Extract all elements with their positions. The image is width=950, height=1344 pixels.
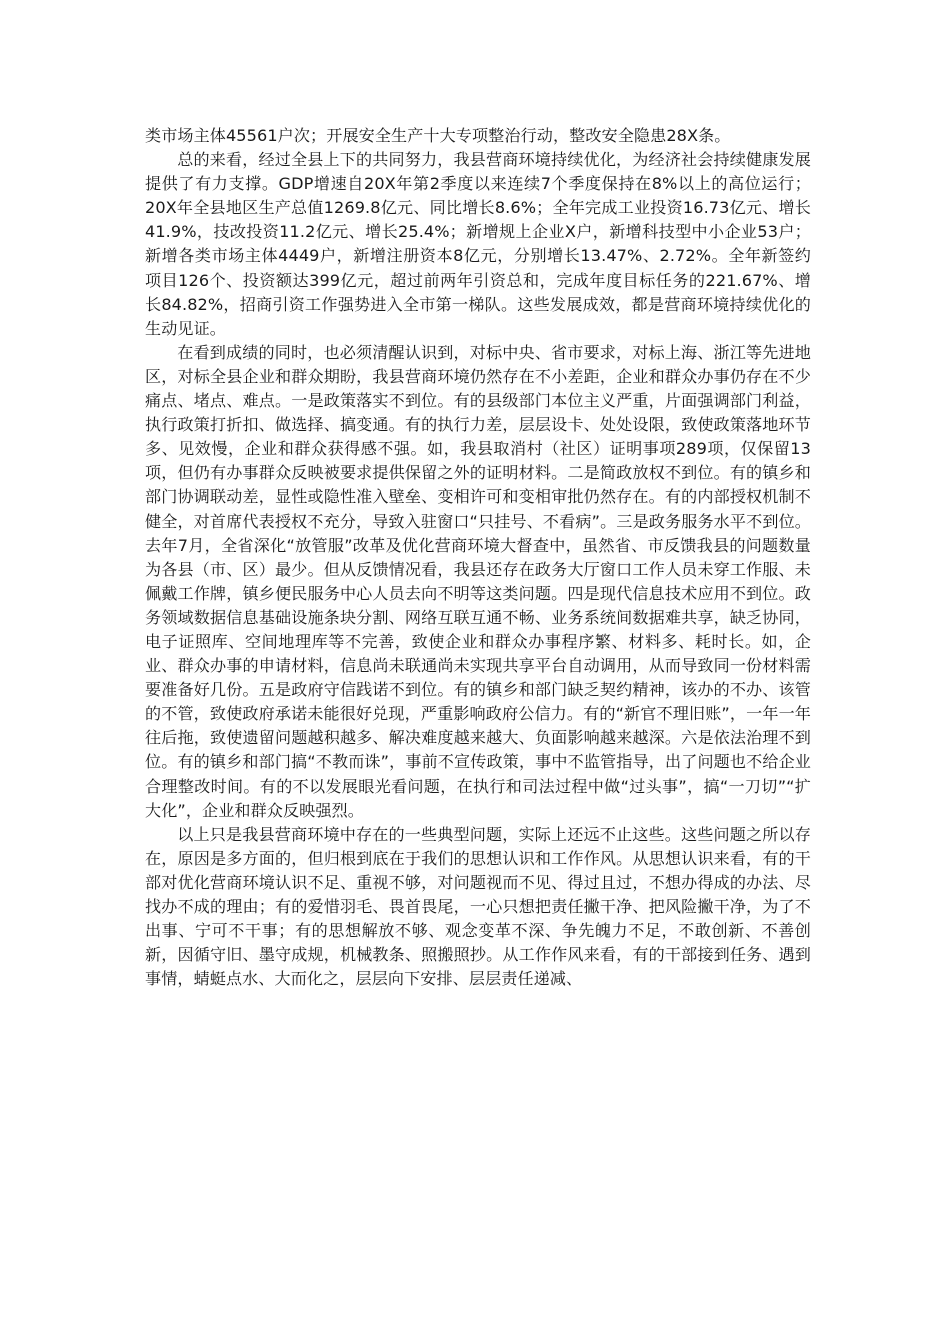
paragraph-continued: 类市场主体45561户次；开展安全生产十大专项整治行动，整改安全隐患28X条。 — [145, 126, 731, 145]
paragraph-causes: 以上只是我县营商环境中存在的一些典型问题，实际上还远不止这些。这些问题之所以存在，原因是多方面的，但归根到底在于我们的思想认识和工作作风。从思想认识来看，有的干部对优化营商环境认识不足、重视不够，对问题视而不见、得过且过，不想办得成的办法、尽找办不成的理由；有的爱惜羽毛、畏首畏尾，一心只想把责任撇干净、把风险撇干净，为了不出事、宁可不干事；有的思想解放不够、观念变革不深、争先魄力不足，不敢创新、不善创新，因循守旧、墨守成规，机械教条、照搬照抄。从工作作风来看，有的干部接到任务、遇到事情，蜻蜓点水、大而化之，层层向下安排、层层责任递减、 — [145, 824, 811, 989]
paragraph-problems: 在看到成绩的同时，也必须清醒认识到，对标中央、省市要求，对标上海、浙江等先进地区，对标全县企业和群众期盼，我县营商环境仍然存在不小差距，企业和群众办事仍存在不少痛点、堵点、难点。一是政策落实不到位。有的县级部门本位主义严重，片面强调部门利益，执行政策打折扣、做选择、搞变通。有的执行力差，层层设卡、处处设限，致使政策落地环节多、见效慢，企业和群众获得感不强。如，我县取消村（社区）证明事项289项，仅保留13项，但仍有办事群众反映被要求提供保留之外的证明材料。二是简政放权不到位。有的镇乡和部门协调联动差，显性或隐性准入壁垒、变相许可和变相审批仍然存在。有的内部授权机制不健全，对首席代表授权不充分，导致入驻窗口“只挂号、不看病”。三是政务服务水平不到位。去年7月，全省深化“放管服”改革及优化营商环境大督查中，虽然省、市反馈我县的问题数量为各县（市、区）最少。但从反馈情况看，我县还存在政务大厅窗口工作人员未穿工作服、未佩戴工作牌，镇乡便民服务中心人员去向不明等这类问题。四是现代信息技术应用不到位。政务领域数据信息基础设施条块分割、网络互联互通不畅、业务系统间数据难共享，缺乏协同，电子证照库、空间地理库等不完善，致使企业和群众办事程序繁、材料多、耗时长。如，企业、群众办事的申请材料，信息尚未联通尚未实现共享平台自动调用，从而导致同一份材料需要准备好几份。五是政府守信践诺不到位。有的镇乡和部门缺乏契约精神，该办的不办、该管的不管，致使政府承诺未能很好兑现，严重影响政府公信力。有的“新官不理旧账”，一年一年往后拖，致使遗留问题越积越多、解决难度越来越大、负面影响越来越深。六是依法治理不到位。有的镇乡和部门搞“不教而诛”，事前不宣传政策，事中不监管指导，出了问题也不给企业合理整改时间。有的不以发展眼光看问题，在执行和司法过程中做“过头事”，搞“一刀切”“扩大化”，企业和群众反映强烈。 — [145, 342, 811, 820]
paragraph-summary: 总的来看，经过全县上下的共同努力，我县营商环境持续优化，为经济社会持续健康发展提供了有力支撑。GDP增速自20X年第2季度以来连续7个季度保持在8%以上的高位运行；20X年全县地区生产总值1269.8亿元、同比增长8.6%；全年完成工业投资16.73亿元、增长41.9%，技改投资11.2亿元、增长25.4%；新增规上企业X户，新增科技型中小企业53户；新增各类市场主体4449户，新增注册资本8亿元，分别增长13.47%、2.72%。全年新签约项目126个、投资额达399亿元，超过前两年引资总和，完成年度目标任务的221.67%、增长84.82%，招商引资工作强势进入全市第一梯队。这些发展成效，都是营商环境持续优化的生动见证。 — [145, 150, 811, 338]
document-body — [145, 124, 811, 991]
